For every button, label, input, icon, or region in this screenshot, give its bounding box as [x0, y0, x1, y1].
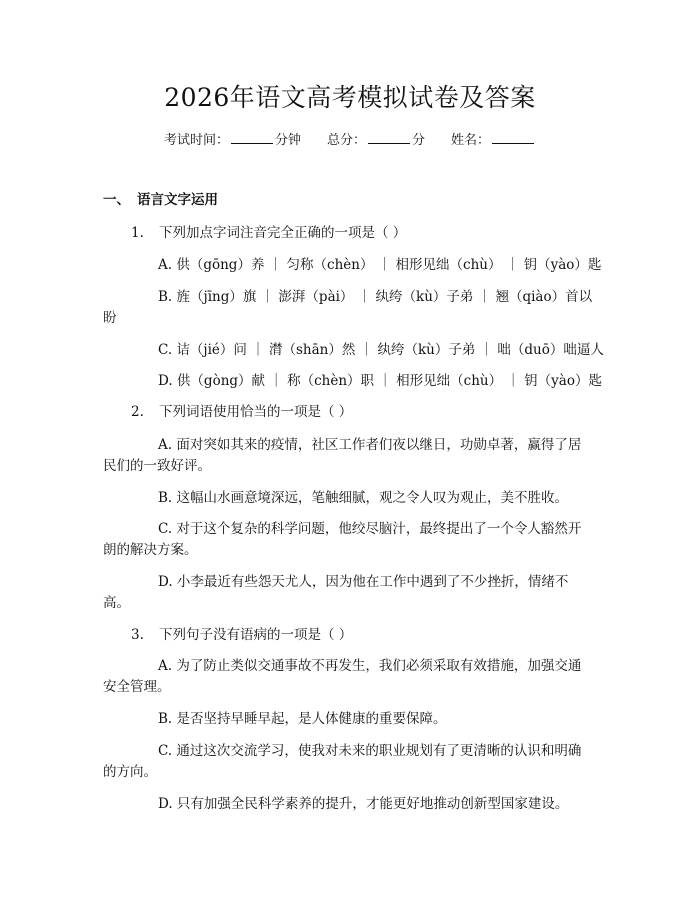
- page-title: 2026年语文高考模拟试卷及答案: [164, 83, 536, 112]
- question-2-option-b: B. 这幅山水画意境深远，笔触细腻，观之令人叹为观止，美不胜收。: [158, 490, 569, 506]
- question-1-option-b-continued: 盼: [103, 310, 117, 326]
- question-2-option-a-continued: 民们的一致好评。: [103, 458, 211, 474]
- question-1-option-b: B. 旌（jīng）旗 ｜ 澎湃（pài） ｜ 纨绔（kù）子弟 ｜ 翘（qiào）首以: [158, 289, 593, 305]
- question-3-option-d: D. 只有加强全民科学素养的提升，才能更好地推动创新型国家建设。: [158, 796, 569, 812]
- question-2-option-a: A. 面对突如其来的疫情，社区工作者们夜以继日，功勋卓著，赢得了居: [158, 437, 582, 453]
- section-title: 语言文字运用: [137, 192, 218, 208]
- question-text: 下列词语使用恰当的一项是（ ）: [159, 404, 353, 420]
- question-1-stem: [131, 224, 406, 242]
- question-3-option-c-continued: 的方向。: [103, 764, 157, 780]
- score-unit: 分: [412, 133, 426, 148]
- question-2-option-c-continued: 朗的解决方案。: [103, 542, 198, 558]
- question-number: 3.: [131, 627, 144, 643]
- question-3-option-c: C. 通过这次交流学习，使我对未来的职业规划有了更清晰的认识和明确: [158, 743, 582, 759]
- question-text: 下列加点字词注音完全正确的一项是（ ）: [159, 225, 407, 241]
- question-1-option-c: C. 诘（jié）问 ｜ 潸（shān）然 ｜ 纨绔（kù）子弟 ｜ 咄（duō）咄逼人: [158, 342, 604, 358]
- question-1-option-a: A. 供（gōng）养 ｜ 匀称（chèn） ｜ 相形见绌（chù） ｜ 钥（yào）匙: [158, 257, 602, 273]
- question-2-option-d-continued: 高。: [103, 595, 130, 611]
- question-number: 1.: [131, 225, 144, 241]
- question-3-option-b: B. 是否坚持早睡早起，是人体健康的重要保障。: [158, 711, 447, 727]
- score-blank: [368, 131, 410, 144]
- question-3-option-a: A. 为了防止类似交通事故不再发生，我们必须采取有效措施，加强交通: [158, 658, 582, 674]
- question-1-option-d: D. 供（gòng）献 ｜ 称（chèn）职 ｜ 相形见绌（chù） ｜ 钥（yào）匙: [158, 373, 602, 389]
- question-3-stem: [131, 626, 352, 644]
- section-heading: [103, 191, 218, 209]
- time-unit: 分钟: [274, 133, 301, 148]
- exam-meta: [0, 131, 700, 150]
- question-text: 下列句子没有语病的一项是（ ）: [159, 627, 353, 643]
- name-label: 姓名：: [451, 133, 491, 148]
- question-number: 2.: [131, 404, 144, 420]
- time-label: 考试时间：: [163, 133, 229, 148]
- question-2-stem: [131, 403, 352, 421]
- time-blank: [231, 131, 273, 144]
- question-2-option-d: D. 小李最近有些怨天尤人，因为他在工作中遇到了不少挫折，情绪不: [158, 574, 569, 590]
- question-2-option-c: C. 对于这个复杂的科学问题，他绞尽脑汁，最终提出了一个令人豁然开: [158, 521, 582, 537]
- score-label: 总分：: [326, 133, 366, 148]
- name-blank: [492, 131, 534, 144]
- question-3-option-a-continued: 安全管理。: [103, 679, 171, 695]
- section-number: 一、: [103, 192, 130, 208]
